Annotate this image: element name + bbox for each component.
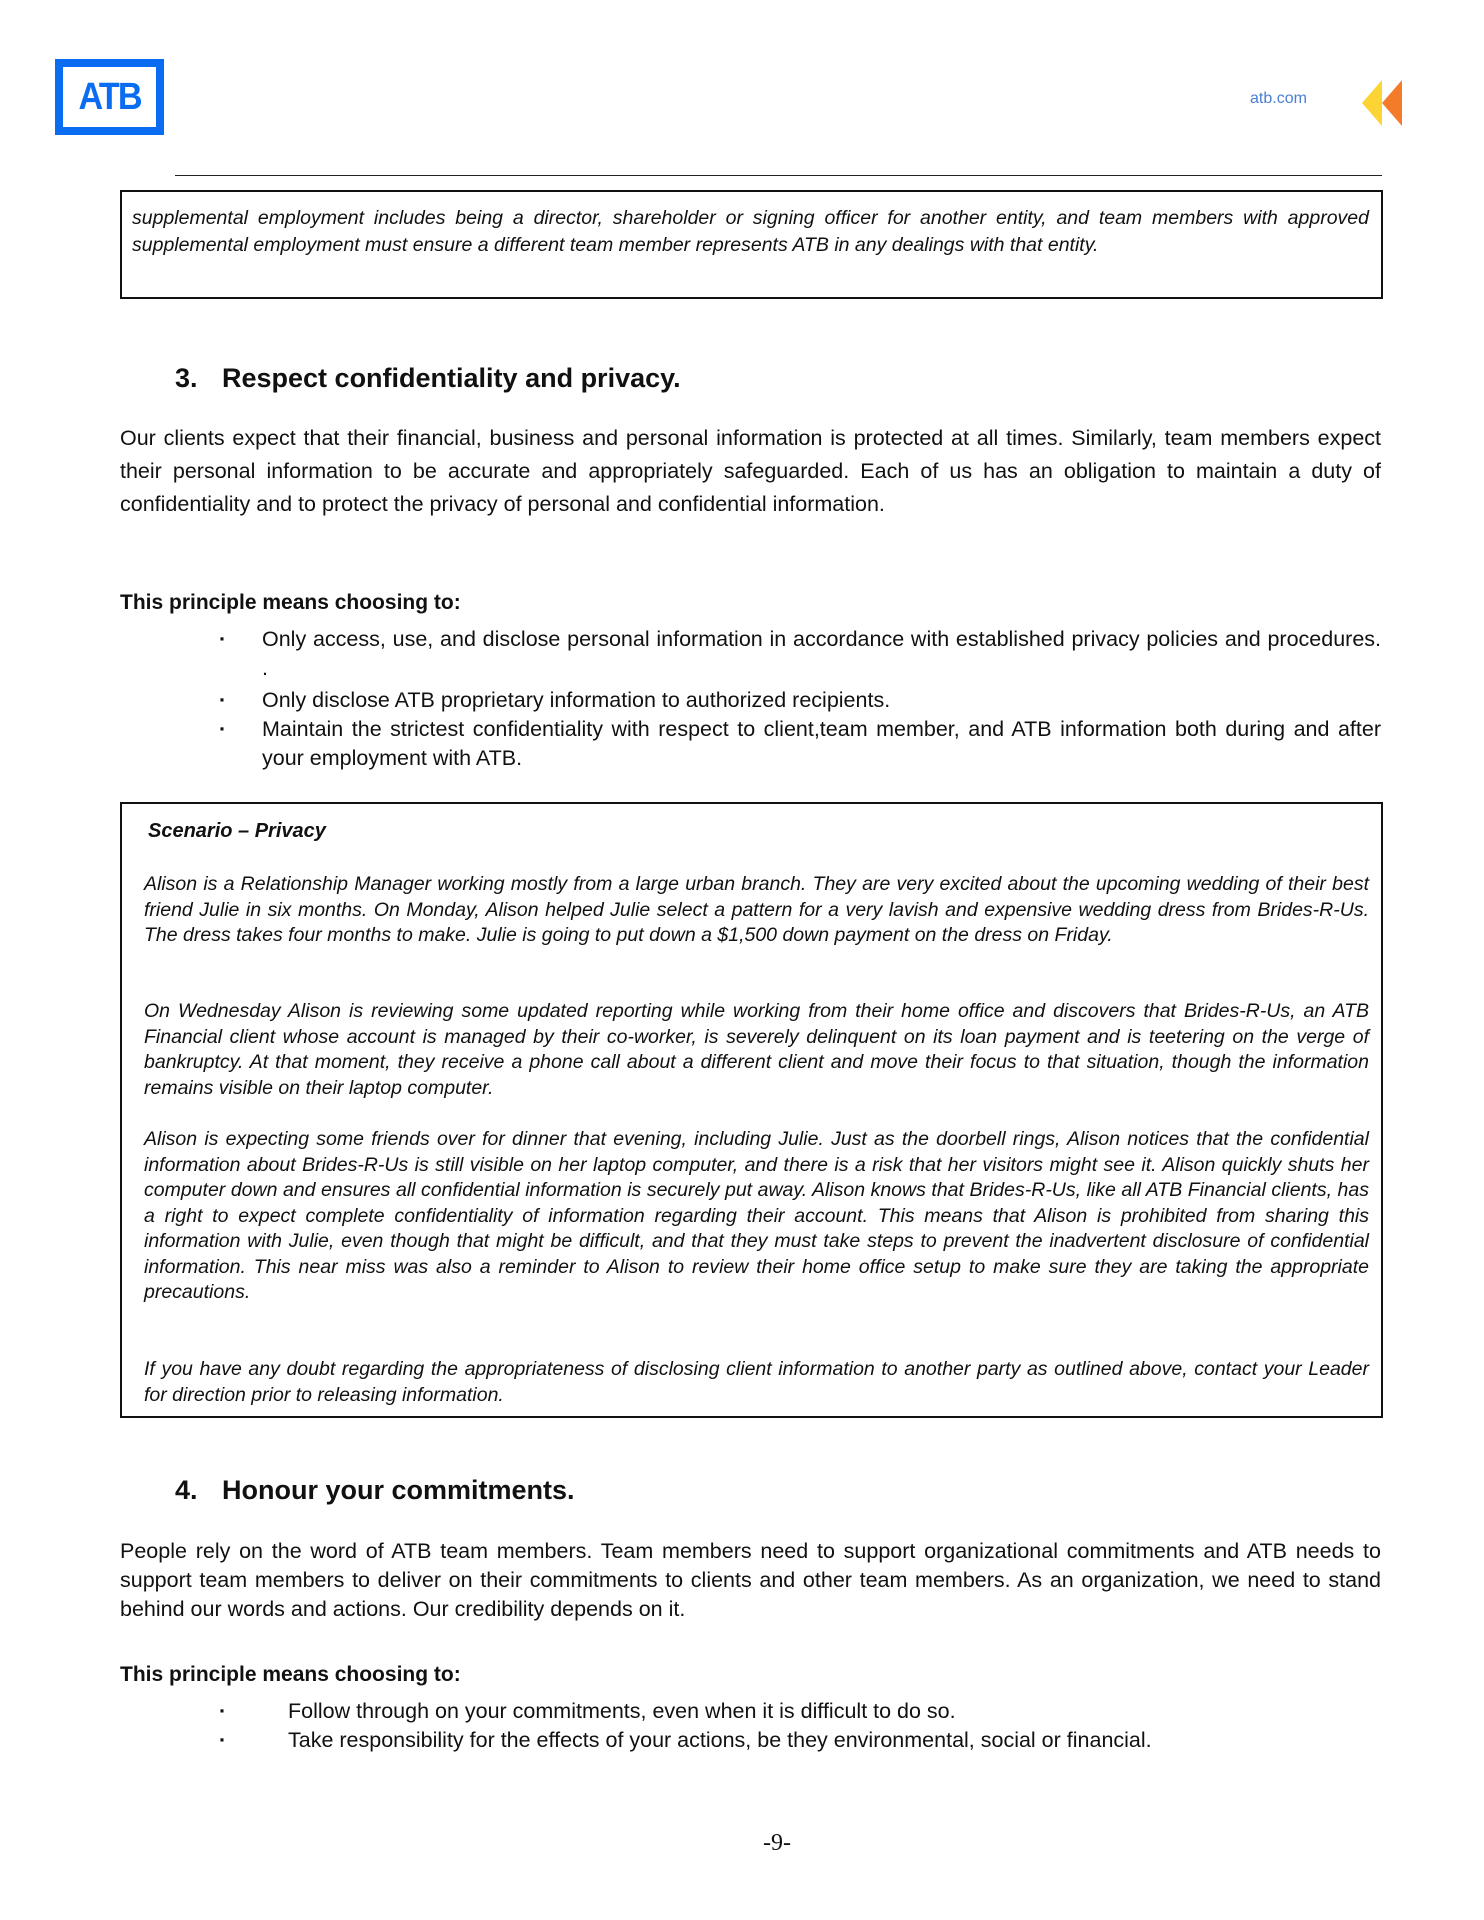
- bullet-icon: ·: [219, 627, 227, 651]
- section-4-principle-label: This principle means choosing to:: [120, 1663, 461, 1686]
- scenario-paragraph: On Wednesday Alison is reviewing some updated reporting while working from their home office and discovers that Brides-R-Us, an ATB Financial client whose account is managed by their co-worker, is severely delinquent on its loan payment and is teetering on the verge of bankruptcy. At that moment, they receive a phone call about a different client and move their focus to that situation, though the information remains visible on their laptop computer.: [144, 1000, 1369, 1099]
- section-number: 3.: [175, 363, 198, 393]
- double-arrow-left-icon: [1362, 80, 1412, 126]
- scenario-paragraph: Alison is a Relationship Manager working mostly from a large urban branch. They are very excited about the upcoming wedding of their best friend Julie in six months. On Monday, Alison helped Julie select a pattern for a very lavish and expensive wedding dress from Brides-R-Us. The dress takes four months to make. Julie is going to put down a $1,500 down payment on the dress on Friday.: [144, 873, 1369, 946]
- note-text: supplemental employment includes being a director, shareholder or signing officer for another entity, and team members with approved supplemental employment must ensure a different team member represents ATB in any dealings with that entity.: [132, 207, 1369, 256]
- list-item: [219, 1726, 1381, 1755]
- list-item: [219, 625, 1381, 683]
- site-url: atb.com: [1250, 90, 1307, 107]
- section-4-bullet-list: [219, 1697, 1381, 1755]
- bullet-icon: ·: [219, 717, 227, 741]
- list-item: [219, 686, 1381, 715]
- list-item: [219, 1697, 1381, 1726]
- list-item-text: Only access, use, and disclose personal information in accordance with established privacy policies and procedures. .: [262, 627, 1381, 680]
- section-3-body: Our clients expect that their financial, business and personal information is protected at all times. Similarly, team members expect their personal information to be accurate and appropriately safeguarded. Each of us has an obligation to maintain a duty of confidentiality and to protect the privacy of personal and confidential information.: [120, 426, 1381, 516]
- list-item-text: Only disclose ATB proprietary information to authorized recipients.: [262, 688, 891, 712]
- section-4-body: People rely on the word of ATB team members. Team members need to support organizational commitments and ATB needs to support team members to deliver on their commitments to clients and other team members. As an organization, we need to stand behind our words and actions. Our credibility depends on it.: [120, 1539, 1381, 1621]
- list-item-text: Maintain the strictest confidentiality with respect to client,team member, and ATB information both during and after your employment with ATB.: [262, 717, 1381, 770]
- scenario-title: Scenario – Privacy: [148, 820, 326, 842]
- supplemental-employment-note: [120, 190, 1383, 299]
- section-4-heading: [175, 1474, 1075, 1508]
- page-number: -9-: [763, 1830, 791, 1856]
- section-3-heading: [175, 362, 1075, 396]
- list-item-text: Take responsibility for the effects of your actions, be they environmental, social or financial.: [288, 1728, 1152, 1752]
- section-3-bullet-list: [219, 625, 1381, 773]
- list-item-text: Follow through on your commitments, even when it is difficult to do so.: [288, 1699, 956, 1723]
- list-item: [219, 715, 1381, 773]
- bullet-icon: ·: [219, 688, 227, 712]
- section-number: 4.: [175, 1475, 198, 1505]
- section-title: Respect confidentiality and privacy.: [222, 363, 681, 393]
- bullet-icon: ·: [219, 1728, 227, 1752]
- scenario-paragraph: Alison is expecting some friends over for dinner that evening, including Julie. Just as the doorbell rings, Alison notices that the confidential information about Brides-R-Us is still visible on her laptop computer, and there is a risk that her visitors might see it. Alison quickly shuts her computer down and ensures all confidential information is securely put away. Alison knows that Brides-R-Us, like all ATB Financial clients, has a right to expect complete confidentiality of information regarding their account. This means that Alison is prohibited from sharing this information with Julie, even though that might be difficult, and that they must take steps to prevent the inadvertent disclosure of confidential information. This near miss was also a reminder to Alison to review their home office setup to make sure they are taking the appropriate precautions.: [144, 1128, 1369, 1303]
- bullet-icon: ·: [219, 1699, 227, 1723]
- logo-text: ATB: [78, 75, 141, 118]
- section-3-principle-label: This principle means choosing to:: [120, 591, 461, 614]
- arrow-yellow-icon: [1362, 80, 1382, 126]
- atb-logo: [55, 59, 164, 135]
- header-divider: [175, 175, 1382, 176]
- section-title: Honour your commitments.: [222, 1475, 575, 1505]
- scenario-privacy-box: [120, 802, 1383, 1418]
- scenario-paragraph: If you have any doubt regarding the appropriateness of disclosing client information to another party as outlined above, contact your Leader for direction prior to releasing information.: [144, 1358, 1369, 1406]
- arrow-orange-icon: [1382, 80, 1402, 126]
